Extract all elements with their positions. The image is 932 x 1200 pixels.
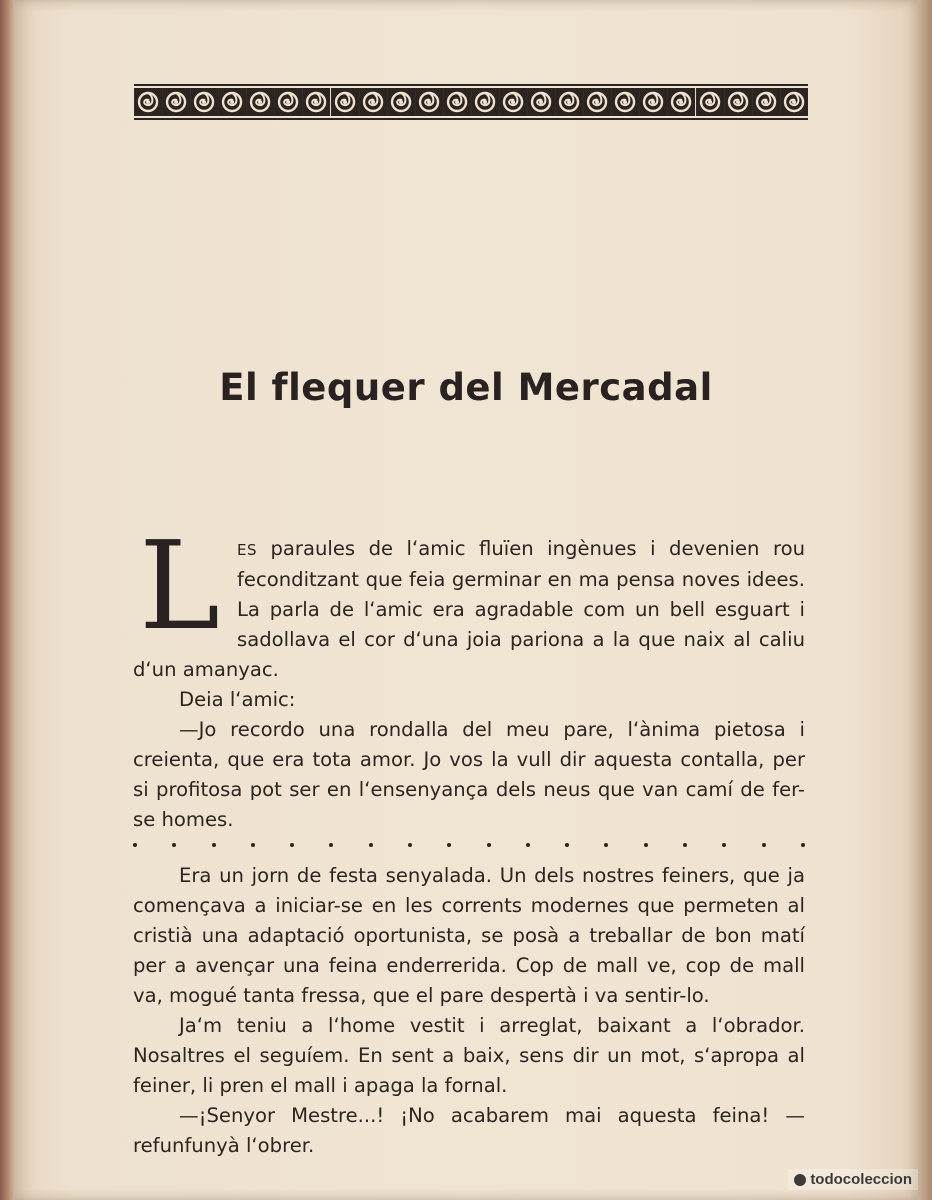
ornament-swirl-icon <box>134 88 162 116</box>
drop-cap: L <box>139 515 221 657</box>
ornament-swirl-icon <box>443 88 471 116</box>
ornament-swirl-icon <box>274 88 302 116</box>
separator-dot <box>762 843 766 847</box>
page-edge-left <box>0 0 14 1200</box>
page-edge-right <box>918 0 932 1200</box>
separator-dot <box>722 843 726 847</box>
ornament-swirl-icon <box>218 88 246 116</box>
watermark <box>788 1169 918 1190</box>
page-title: El flequer del Mercadal <box>219 366 713 409</box>
ornament-swirl-icon <box>415 88 443 116</box>
ornament-swirl-icon <box>471 88 499 116</box>
ornament-swirl-icon <box>331 88 359 116</box>
separator-dot <box>644 843 648 847</box>
ornament-swirl-icon <box>583 88 611 116</box>
separator-dot <box>369 843 373 847</box>
ornament-swirl-icon <box>667 88 695 116</box>
ornament-swirl-icon <box>246 88 274 116</box>
paragraph-4: Era un jorn de festa senyalada. Un dels nostres feiners, que ja començava a iniciar-se en les corrents modernes que permeten al cristià una adaptació oportunista, se posà a treballar de bon matí per a avençar una feina enderrerida. Cop de mall ve, cop de mall va, mogué tanta fressa, que el pare despertà i va sentir-lo. <box>133 864 805 1007</box>
separator-dot <box>487 843 491 847</box>
ornament-swirl-icon <box>527 88 555 116</box>
ornament-swirl-icon <box>780 88 808 116</box>
paragraph-5: Ja‘m teniu a l‘home vestit i arreglat, baixant a l‘obrador. Nosaltres el seguíem. En sent a baix, sens dir un mot, s‘apropa al feiner, li pren el mall i apaga la fornal. <box>133 1014 805 1097</box>
ornament-swirl-icon <box>611 88 639 116</box>
separator-dot <box>408 843 412 847</box>
ornament-swirl-icon <box>724 88 752 116</box>
separator-dot <box>447 843 451 847</box>
paragraph-1 <box>133 515 805 685</box>
ornament-swirl-icon <box>359 88 387 116</box>
watermark-text: todocoleccion <box>810 1171 912 1188</box>
watermark-logo-icon <box>794 1174 806 1186</box>
ornament-swirl-icon <box>190 88 218 116</box>
separator-dot <box>212 843 216 847</box>
ornament-swirl-icon <box>696 88 724 116</box>
separator-dot <box>526 843 530 847</box>
separator-dot <box>251 843 255 847</box>
paragraph-1-text: paraules de l‘amic fluïen ingènues i devenien rou feconditzant que feia germinar en ma pensa noves idees. La parla de l‘amic era agradable com un bell esguart i sadollava el cor d‘una joia pariona a la que naix al caliu d‘un amanyac. <box>133 537 805 681</box>
paragraph-2: Deia l‘amic: <box>179 688 296 711</box>
paragraph-6: —¡Senyor Mestre...! ¡No acabarem mai aquesta feina! —refunfunyà l‘obrer. <box>133 1104 805 1157</box>
separator-dot <box>801 843 805 847</box>
separator-dot <box>683 843 687 847</box>
ornament-swirl-icon <box>162 88 190 116</box>
ornament-swirl-icon <box>752 88 780 116</box>
ornament-swirl-icon <box>302 88 330 116</box>
paragraph-3: —Jo recordo una rondalla del meu pare, l‘ànima pietosa i creienta, que era tota amor. Jo vos la vull dir aquesta contalla, per si profitosa pot ser en l‘ensenyança dels neus que van camí de fer-se homes. <box>133 718 805 831</box>
separator-dot <box>290 843 294 847</box>
small-caps-lead: ES <box>237 541 257 559</box>
ornament-swirl-icon <box>499 88 527 116</box>
separator-dot <box>133 843 137 847</box>
separator-dot <box>329 843 333 847</box>
separator-dot <box>604 843 608 847</box>
ornament-swirl-icon <box>639 88 667 116</box>
ornament-swirl-icon <box>387 88 415 116</box>
dot-separator <box>133 835 805 861</box>
separator-dot <box>172 843 176 847</box>
ornament-swirl-icon <box>555 88 583 116</box>
ornamental-border <box>134 84 808 120</box>
separator-dot <box>565 843 569 847</box>
article-body <box>133 515 805 1161</box>
